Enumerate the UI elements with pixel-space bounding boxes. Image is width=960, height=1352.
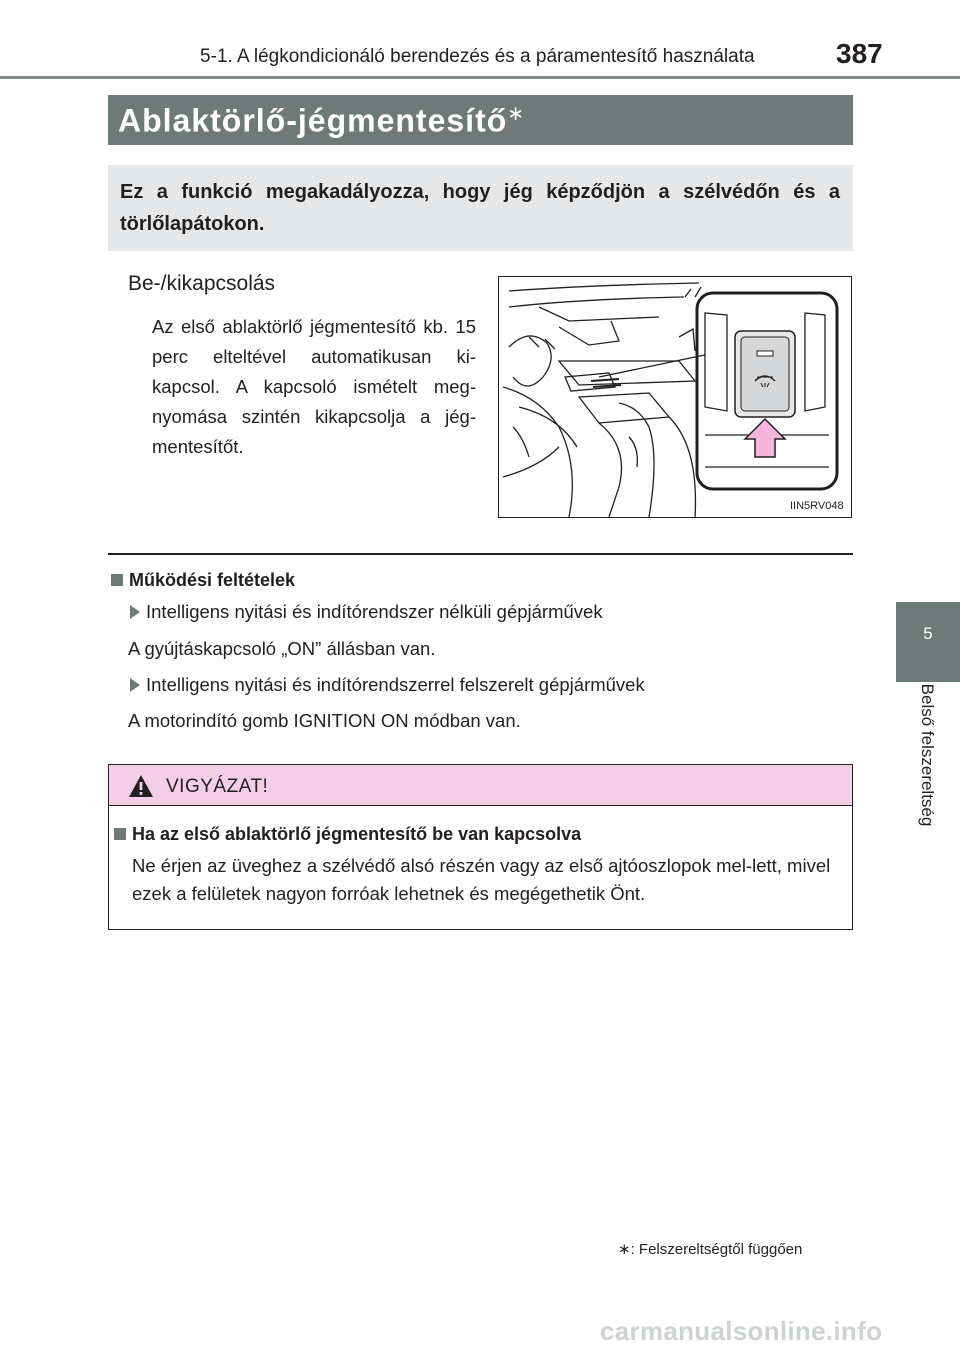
footnote-text: : Felszereltségtől függően — [630, 1241, 803, 1258]
chapter-label — [872, 683, 960, 827]
condition-bullet-text: Intelligens nyitási és indítórendszerrel felszerelt gépjárművek — [146, 674, 645, 695]
toggle-heading: Be-/kikapcsolás — [128, 272, 276, 295]
warning-heading — [114, 824, 581, 845]
dashboard-drawing — [499, 277, 851, 517]
square-bullet-icon — [111, 574, 123, 586]
figure-code: IIN5RV048 — [790, 500, 844, 512]
running-header: 5-1. A légkondicionáló berendezés és a páramentesítő használata — [200, 46, 755, 67]
conditions-heading-text: Működési feltételek — [129, 570, 296, 590]
warning-heading-text: Ha az első ablaktörlő jégmentesítő be van kapcsolva — [132, 824, 582, 844]
footnote-marker: ∗ — [618, 1241, 631, 1258]
section-title-text: Ablaktörlő-jégmentesítő — [118, 102, 508, 139]
dashboard-illustration — [498, 276, 852, 518]
section-divider — [108, 553, 853, 555]
warning-title: VIGYÁZAT! — [166, 776, 269, 797]
page-number: 387 — [836, 38, 883, 69]
condition-bullet-text: Intelligens nyitási és indítórendszer nélküli gépjárművek — [146, 601, 603, 622]
warning-triangle-icon — [128, 774, 154, 798]
optional-marker: ∗ — [507, 103, 526, 125]
condition-bullet — [130, 674, 645, 696]
condition-bullet — [130, 601, 603, 623]
square-bullet-icon — [114, 828, 126, 840]
condition-text: A gyújtáskapcsoló „ON” állásban van. — [128, 638, 436, 659]
intro-text: Ez a funkció megakadályozza, hogy jég képződjön a szélvédőn és a törlőlapátokon. — [120, 181, 840, 235]
warning-body: Ne érjen az üveghez a szélvédő alsó részén vagy az első ajtóoszlopok mel-lett, mivel ezek a felületek nagyon forróak lehetnek és megégethetik Önt. — [132, 855, 831, 904]
chapter-label-text: Belső felszereltség — [918, 683, 937, 827]
triangle-bullet-icon — [130, 678, 140, 692]
footnote — [618, 1240, 802, 1258]
section-title — [118, 101, 525, 140]
condition-text: A motorindító gomb IGNITION ON módban van. — [128, 710, 521, 731]
chapter-number: 5 — [923, 624, 933, 643]
toggle-description: Az első ablaktörlő jégmentesítő kb. 15 perc elteltével automatikusan ki-kapcsol. A kapcsoló ismételt meg-nyomása szintén kikapcsolja a jég-mentesítőt. — [152, 316, 476, 457]
conditions-heading — [111, 570, 295, 591]
site-watermark: carmanualsonline.info — [600, 1316, 883, 1346]
triangle-bullet-icon — [130, 605, 140, 619]
header-divider — [0, 76, 960, 79]
